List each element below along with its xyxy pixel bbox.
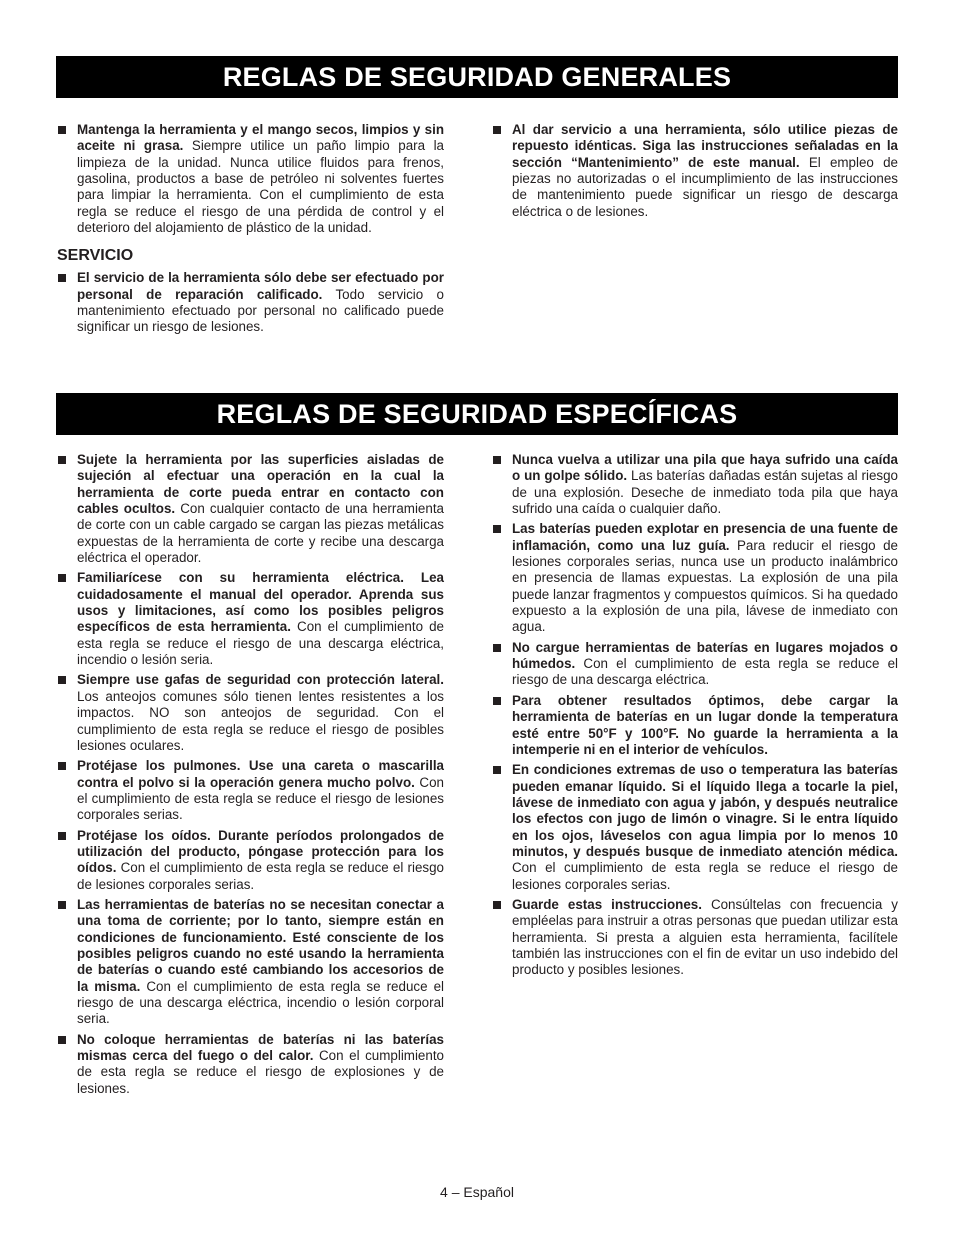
rule-emphasis: No coloque herramientas de baterías ni las baterías mismas cerca del fuego o del calor. [77,1031,444,1064]
rule-item [492,762,898,893]
specific-left-column [57,452,444,1097]
specific-rules-banner [56,393,898,435]
rule-text: Con el cumplimiento de esta regla se reduce el riesgo de explosiones y de lesiones. [77,1048,444,1096]
rule-text: Con el cumplimiento de esta regla se reduce el riesgo de una descarga eléctrica. [512,656,898,688]
rule-item [57,1032,444,1097]
rule-item [57,270,444,335]
rule-text: Con cualquier contacto de una herramienta de corte con un cable cargado se cargan las piezas metálicas expuestas de la herramienta de corte y recibe una descarga eléctrica el operador. [77,501,444,566]
square-bullet-icon [493,644,501,652]
general-left-list [57,122,444,236]
rule-emphasis: Las baterías pueden explotar en presencia de una fuente de inflamación, como una luz guía. [512,521,898,553]
square-bullet-icon [58,456,66,464]
rule-emphasis: Al dar servicio a una herramienta, sólo utilice piezas de repuesto idénticas. Siga las instrucciones señaladas en la sección “Mantenimiento” de este manual. [512,122,898,170]
general-left-column [57,122,444,336]
rule-text: Siempre utilice un paño limpio para la limpieza de la unidad. Nunca utilice fluidos para frenos, gasolina, productos a base de petróleo ni solventes fuertes para limpiar la herramienta. Con el cumplimiento de esta regla se reduce el riesgo de una pérdida de control y el deterioro del alojamiento de plástico de la unidad. [77,138,444,236]
square-bullet-icon [493,456,501,464]
rule-text: Con el cumplimiento de esta regla se reduce el riesgo de una descarga eléctrica, incendio o lesión seria. [77,619,444,668]
rule-emphasis: El servicio de la herramienta sólo debe ser efectuado por personal de reparación calificado. [77,270,444,302]
specific-right-column [492,452,898,979]
rule-emphasis: Siempre use gafas de seguridad con protección lateral. [77,672,444,688]
square-bullet-icon [58,676,66,684]
service-heading: SERVICIO [57,247,134,265]
general-rules-title: REGLAS DE SEGURIDAD GENERALES [222,62,732,92]
rule-item [492,452,898,517]
square-bullet-icon [493,697,501,705]
rule-text: El empleo de piezas no autorizadas o el incumplimiento de las instrucciones de mantenimiento puede significar un riesgo de descarga eléctrica o de lesiones. [512,154,898,219]
general-right-list [492,122,898,220]
service-list [57,270,444,335]
square-bullet-icon [493,766,501,774]
rule-text: Todo servicio o mantenimiento efectuado por personal no calificado puede significar un riesgo de lesiones. [77,286,445,335]
rule-item [57,122,444,236]
rule-emphasis: Para obtener resultados óptimos, debe cargar la herramienta de baterías en un lugar donde la temperatura esté entre 50°F y 100°F. No guarde la herramienta a la intemperie ni en el interior de vehículos. [512,692,898,757]
square-bullet-icon [58,274,66,282]
square-bullet-icon [58,574,66,582]
square-bullet-icon [58,762,66,770]
rule-emphasis: Familiarícese con su herramienta eléctrica. Lea cuidadosamente el manual del operador. Aprenda sus usos y limitaciones, así como los posibles peligros específicos de esta herramienta. [77,570,444,635]
specific-rules-title: REGLAS DE SEGURIDAD ESPECÍFICAS [216,399,738,429]
square-bullet-icon [58,126,66,134]
rule-emphasis: Las herramientas de baterías no se necesitan conectar a una toma de corriente; por lo tanto, siempre están en condiciones de funcionamiento. Esté consciente de los posibles peligros cuando no esté usando la herramienta de baterías o cuando esté cambiando los accesorios de la misma. [77,896,444,994]
specific-left-list [57,452,444,1097]
rule-emphasis: No cargue herramientas de baterías en lugares mojados o húmedos. [512,639,898,672]
specific-right-list [492,452,898,979]
rule-emphasis: Nunca vuelva a utilizar una pila que haya sufrido una caída o un golpe sólido. [512,452,898,484]
rule-item [492,122,898,220]
square-bullet-icon [58,1036,66,1044]
square-bullet-icon [493,901,501,909]
rule-text: Con el cumplimiento de esta regla se reduce el riesgo de lesiones corporales serias. [77,774,444,823]
square-bullet-icon [58,901,66,909]
rule-item [57,897,444,1028]
rule-emphasis: Guarde estas instrucciones. [512,896,702,912]
rule-emphasis: Mantenga la herramienta y el mango secos, limpios y sin aceite ni grasa. [77,122,444,154]
general-rules-banner [56,56,898,98]
rule-text: Con el cumplimiento de esta regla se reduce el riesgo de lesiones corporales serias. [77,860,444,892]
rule-item [492,521,898,635]
square-bullet-icon [493,126,501,134]
rule-item [57,758,444,823]
page-number: 4 – Español [440,1184,514,1200]
rule-item [492,640,898,689]
rule-text: Los anteojos comunes sólo tienen lentes resistentes a los impactos. NO son anteojos de seguridad. Con el cumplimiento de esta regla se reduce el riesgo de posibles lesiones oculares. [77,688,444,753]
rule-item [57,672,444,754]
rule-item [57,570,444,668]
page-footer [0,1184,954,1200]
rule-emphasis: En condiciones extremas de uso o temperatura las baterías pueden emanar líquido. Si el líquido llega a tocarle la piel, lávese de inmediato con agua y jabón, y después neutralice los efectos con jugo de limón o vinagre. Si le entra líquido en los ojos, láveselos con agua limpia por lo menos 10 minutos, y después busque de inmediato atención médica. [512,762,898,859]
rule-text: Las baterías dañadas están sujetas al riesgo de una explosión. Deseche de inmediato toda pila que haya sufrido una caída o cualquier daño. [512,468,898,517]
rule-text: Para reducir el riesgo de lesiones corporales serias, nunca use un producto inalámbrico en presencia de llamas expuestas. La explosión de una pila puede lanzar fragmentos y compuestos químicos. Si ha quedado expuesto a la explosión de una pila, lávese de inmediato con agua. [512,537,899,635]
rule-text: Con el cumplimiento de esta regla se reduce el riesgo de una descarga eléctrica, incendio o lesión corporal seria. [77,978,444,1027]
rule-text: Con el cumplimiento de esta regla se reduce el riesgo de lesiones corporales serias. [512,860,898,892]
square-bullet-icon [493,525,501,533]
rule-emphasis: Protéjase los oídos. Durante períodos prolongados de utilización del producto, póngase protección para los oídos. [77,827,444,876]
rule-item [57,452,444,566]
rule-emphasis: Protéjase los pulmones. Use una careta o mascarilla contra el polvo si la operación genera mucho polvo. [77,758,444,790]
rule-text: Consúltelas con frecuencia y empléelas para instruir a otras personas que puedan utilizar esta herramienta. Si presta a alguien esta herramienta, facilítele también las instrucciones con el fin de evitar un uso indebido del producto y posibles lesiones. [512,896,898,978]
rule-item [57,828,444,893]
rule-item [492,897,898,979]
rule-emphasis: Sujete la herramienta por las superficies aisladas de sujeción al efectuar una operación en la cual la herramienta de corte pueda entrar en contacto con cables ocultos. [77,452,444,517]
square-bullet-icon [58,832,66,840]
rule-item [492,693,898,758]
general-right-column [492,122,898,220]
